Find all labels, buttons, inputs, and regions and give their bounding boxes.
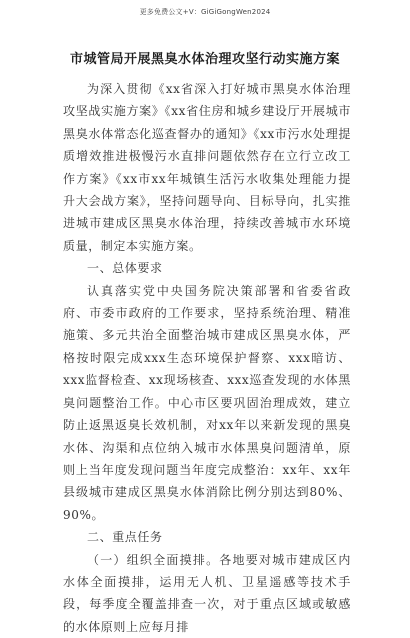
intro-paragraph: 为深入贯彻《xx省深入打好城市黑臭水体治理攻坚战实施方案》《xx省住房和城乡建设厅开展城市黑臭水体常态化巡查督办的通知》《xx市污水处理提质增效推进极慢污水直排问题依然存在立行立改工作方案》《xx市xx年城镇生活污水收集处理能力提升大会战方案》，坚持问题导向、目标导向，扎实推进城市建成区黑臭水体治理，持续改善城市水环境质量，制定本实施方案。 [63, 82, 351, 253]
header-note: 更多免费公文+V：GiGiGongWen2024 [139, 8, 271, 16]
section-heading-key-tasks: 二、重点任务 [87, 530, 163, 545]
section-heading-general-requirements: 一、总体要求 [87, 261, 163, 276]
document-body [63, 78, 351, 638]
document-title: 市城管局开展黑臭水体治理攻坚行动实施方案 [69, 52, 340, 67]
key-tasks-paragraph: （一）组织全面摸排。各地要对城市建成区内水体全面摸排，运用无人机、卫星遥感等技术手段，每季度全覆盖排查一次，对于重点区域或敏感的水体原则上应每月排 [63, 552, 351, 634]
general-requirements-paragraph: 认真落实党中央国务院决策部署和省委省政府、市委市政府的工作要求，坚持系统治理、精准施策、多元共治全面整治城市建成区黑臭水体，严格按时限完成xxx生态环境保护督察、xxx暗访、xxx监督检查、xx现场核查、xxx巡查发现的水体黑臭问题整治工作。中心市区要巩固治理成效，建立防止返黑返臭长效机制，对xx年以来新发现的黑臭水体、沟渠和点位纳入城市水体黑臭问题清单，原则上当年度发现问题当年度完成整治：xx年、xx年县级城市建成区黑臭水体消除比例分别达到80%、90%。 [63, 283, 351, 522]
